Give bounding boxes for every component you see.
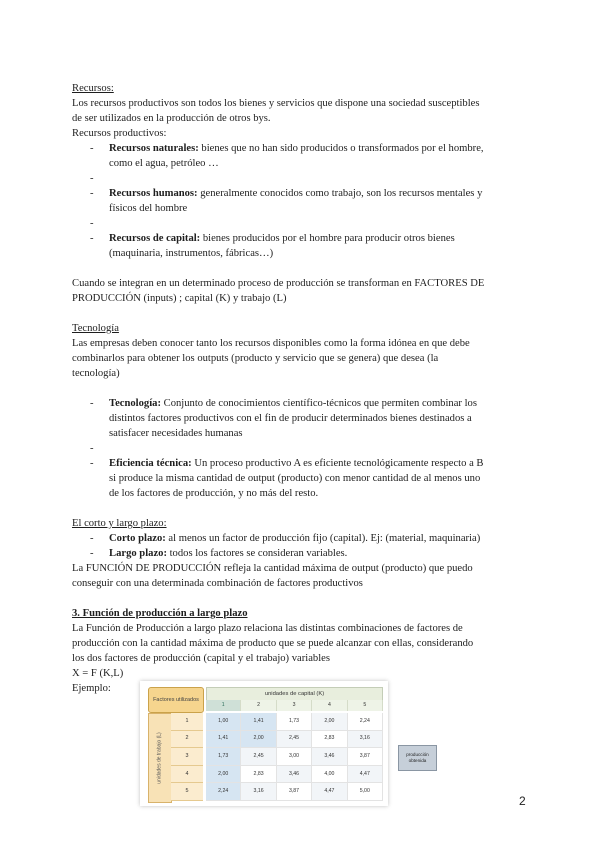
- item-term: Eficiencia técnica:: [109, 458, 192, 469]
- formula: X = F (K,L): [72, 668, 124, 679]
- tecnologia-intro-2: combinarlos para obtener los outputs (producto y servicio que se genera) que desea (la: [72, 353, 439, 364]
- list-item: [72, 141, 532, 171]
- item-text: generalmente conocidos como trabajo, son los recursos mentales y: [197, 188, 483, 199]
- table-cell: 2,00: [312, 713, 347, 731]
- table-cell: 2,24: [348, 713, 383, 731]
- spacer: [72, 441, 532, 456]
- recursos-intro-2: de ser utilizados en la producción de otros bys.: [72, 113, 271, 124]
- table-note: producción obtenida: [398, 745, 437, 771]
- item-text: bienes que no han sido producidos o transformados por el hombre,: [198, 143, 484, 154]
- row-header: 3: [171, 748, 203, 766]
- item-term: Recursos humanos:: [109, 188, 198, 199]
- table-cell: 3,00: [277, 748, 312, 766]
- recursos-list-label: Recursos productivos:: [72, 128, 167, 139]
- table-cell: 3,16: [348, 731, 383, 749]
- table-cell: 1,41: [241, 713, 276, 731]
- item-text: de los factores de producción, y no más del resto.: [109, 488, 319, 499]
- table-cell: 4,47: [348, 766, 383, 784]
- list-item: [72, 546, 532, 561]
- table-cell: 1,73: [277, 713, 312, 731]
- table-cell: 4,47: [312, 783, 347, 801]
- spacer: [72, 216, 532, 231]
- column-header: 1: [206, 700, 241, 711]
- row-header: 4: [171, 766, 203, 784]
- recursos-heading: Recursos:: [72, 83, 114, 94]
- plazo-heading: El corto y largo plazo:: [72, 518, 167, 529]
- table-cell: 5,00: [348, 783, 383, 801]
- table-cell: 3,46: [277, 766, 312, 784]
- column-header: 2: [241, 700, 276, 711]
- list-item: [72, 456, 532, 501]
- item-term: Recursos naturales:: [109, 143, 199, 154]
- item-text: Conjunto de conocimientos científico-técnicos que permiten combinar los: [161, 398, 477, 409]
- table-labor-axis: [148, 713, 172, 803]
- table-cell: 1,00: [206, 713, 241, 731]
- item-text: físicos del hombre: [109, 203, 188, 214]
- table-cell: 3,87: [277, 783, 312, 801]
- tecnologia-intro-3: tecnología): [72, 368, 120, 379]
- item-term: Corto plazo:: [109, 533, 166, 544]
- plazo-list: [72, 531, 532, 561]
- row-header: 5: [171, 783, 203, 801]
- column-header: 4: [312, 700, 347, 711]
- spacer: [72, 171, 532, 186]
- page-number: 2: [519, 794, 526, 808]
- labor-axis-label: unidades de trabajo (L): [156, 732, 163, 784]
- table-cell: 3,87: [348, 748, 383, 766]
- list-item: [72, 396, 532, 441]
- production-table-figure: [140, 681, 388, 806]
- table-column-headers: [206, 700, 383, 711]
- table-cell: 1,41: [206, 731, 241, 749]
- document-body: [72, 81, 532, 696]
- item-text: si produce la misma cantidad de output (producto) con menor cantidad de al menos uno: [109, 473, 481, 484]
- funcion-line-2: conseguir con una determinada combinación de factores productivos: [72, 578, 363, 589]
- item-term: Recursos de capital:: [109, 233, 201, 244]
- table-cell: 2,45: [241, 748, 276, 766]
- column-header: 5: [348, 700, 383, 711]
- list-item: [72, 531, 532, 546]
- factores-line-1: Cuando se integran en un determinado proceso de producción se transforman en FACTORES DE: [72, 278, 485, 289]
- table-row-headers: [171, 713, 203, 801]
- table-cell: 2,83: [241, 766, 276, 784]
- table-cell: 3,46: [312, 748, 347, 766]
- funcion-line-1: La FUNCIÓN DE PRODUCCIÓN refleja la cantidad máxima de output (producto) que puedo: [72, 563, 473, 574]
- item-text: distintos factores productivos con el fin de producir determinados bienes destinados a: [109, 413, 472, 424]
- item-term: Largo plazo:: [109, 548, 167, 559]
- table-cell: 3,16: [241, 783, 276, 801]
- ejemplo-label: Ejemplo:: [72, 683, 111, 694]
- factores-line-2: PRODUCCIÓN (inputs) ; capital (K) y trabajo (L): [72, 293, 287, 304]
- item-text: como el agua, petróleo …: [109, 158, 219, 169]
- table-cell: 2,45: [277, 731, 312, 749]
- list-item: [72, 231, 532, 261]
- section-3-line-1: La Función de Producción a largo plazo relaciona las distintas combinaciones de factores de: [72, 623, 463, 634]
- table-cell: 1,73: [206, 748, 241, 766]
- item-text: al menos un factor de producción fijo (capital). Ej: (material, maquinaria): [165, 533, 481, 544]
- recursos-list: [72, 141, 532, 261]
- list-item: [72, 186, 532, 216]
- tecnologia-heading: Tecnología: [72, 323, 119, 334]
- item-text: bienes producidos por el hombre para producir otros bienes: [200, 233, 455, 244]
- section-3-line-3: los dos factores de producción (capital y el trabajo) variables: [72, 653, 330, 664]
- item-text: satisfacer necesidades humanas: [109, 428, 243, 439]
- item-term: Tecnología:: [109, 398, 161, 409]
- table-cell: 2,00: [241, 731, 276, 749]
- table-cell: 2,24: [206, 783, 241, 801]
- item-text: Un proceso productivo A es eficiente tecnológicamente respecto a B: [191, 458, 484, 469]
- item-text: todos los factores se consideran variables.: [166, 548, 348, 559]
- section-3-heading: 3. Función de producción a largo plazo: [72, 608, 248, 619]
- table-capital-title: unidades de capital (K): [206, 687, 383, 701]
- tecnologia-intro-1: Las empresas deben conocer tanto los recursos disponibles como la forma idónea en que debe: [72, 338, 470, 349]
- tecnologia-list: [72, 396, 532, 501]
- table-cell: 2,83: [312, 731, 347, 749]
- row-header: 2: [171, 731, 203, 749]
- column-header: 3: [277, 700, 312, 711]
- table-cell: 2,00: [206, 766, 241, 784]
- recursos-intro-1: Los recursos productivos son todos los bienes y servicios que dispone una sociedad susceptibles: [72, 98, 480, 109]
- table-corner-label: Factores utilizados: [148, 687, 204, 713]
- row-header: 1: [171, 713, 203, 731]
- item-text: (maquinaria, instrumentos, fábricas…): [109, 248, 274, 259]
- section-3-line-2: producción con la cantidad máxima de producto que se puede alcanzar con ellas, considerando: [72, 638, 474, 649]
- table-cell: 4,00: [312, 766, 347, 784]
- table-grid: [206, 713, 383, 801]
